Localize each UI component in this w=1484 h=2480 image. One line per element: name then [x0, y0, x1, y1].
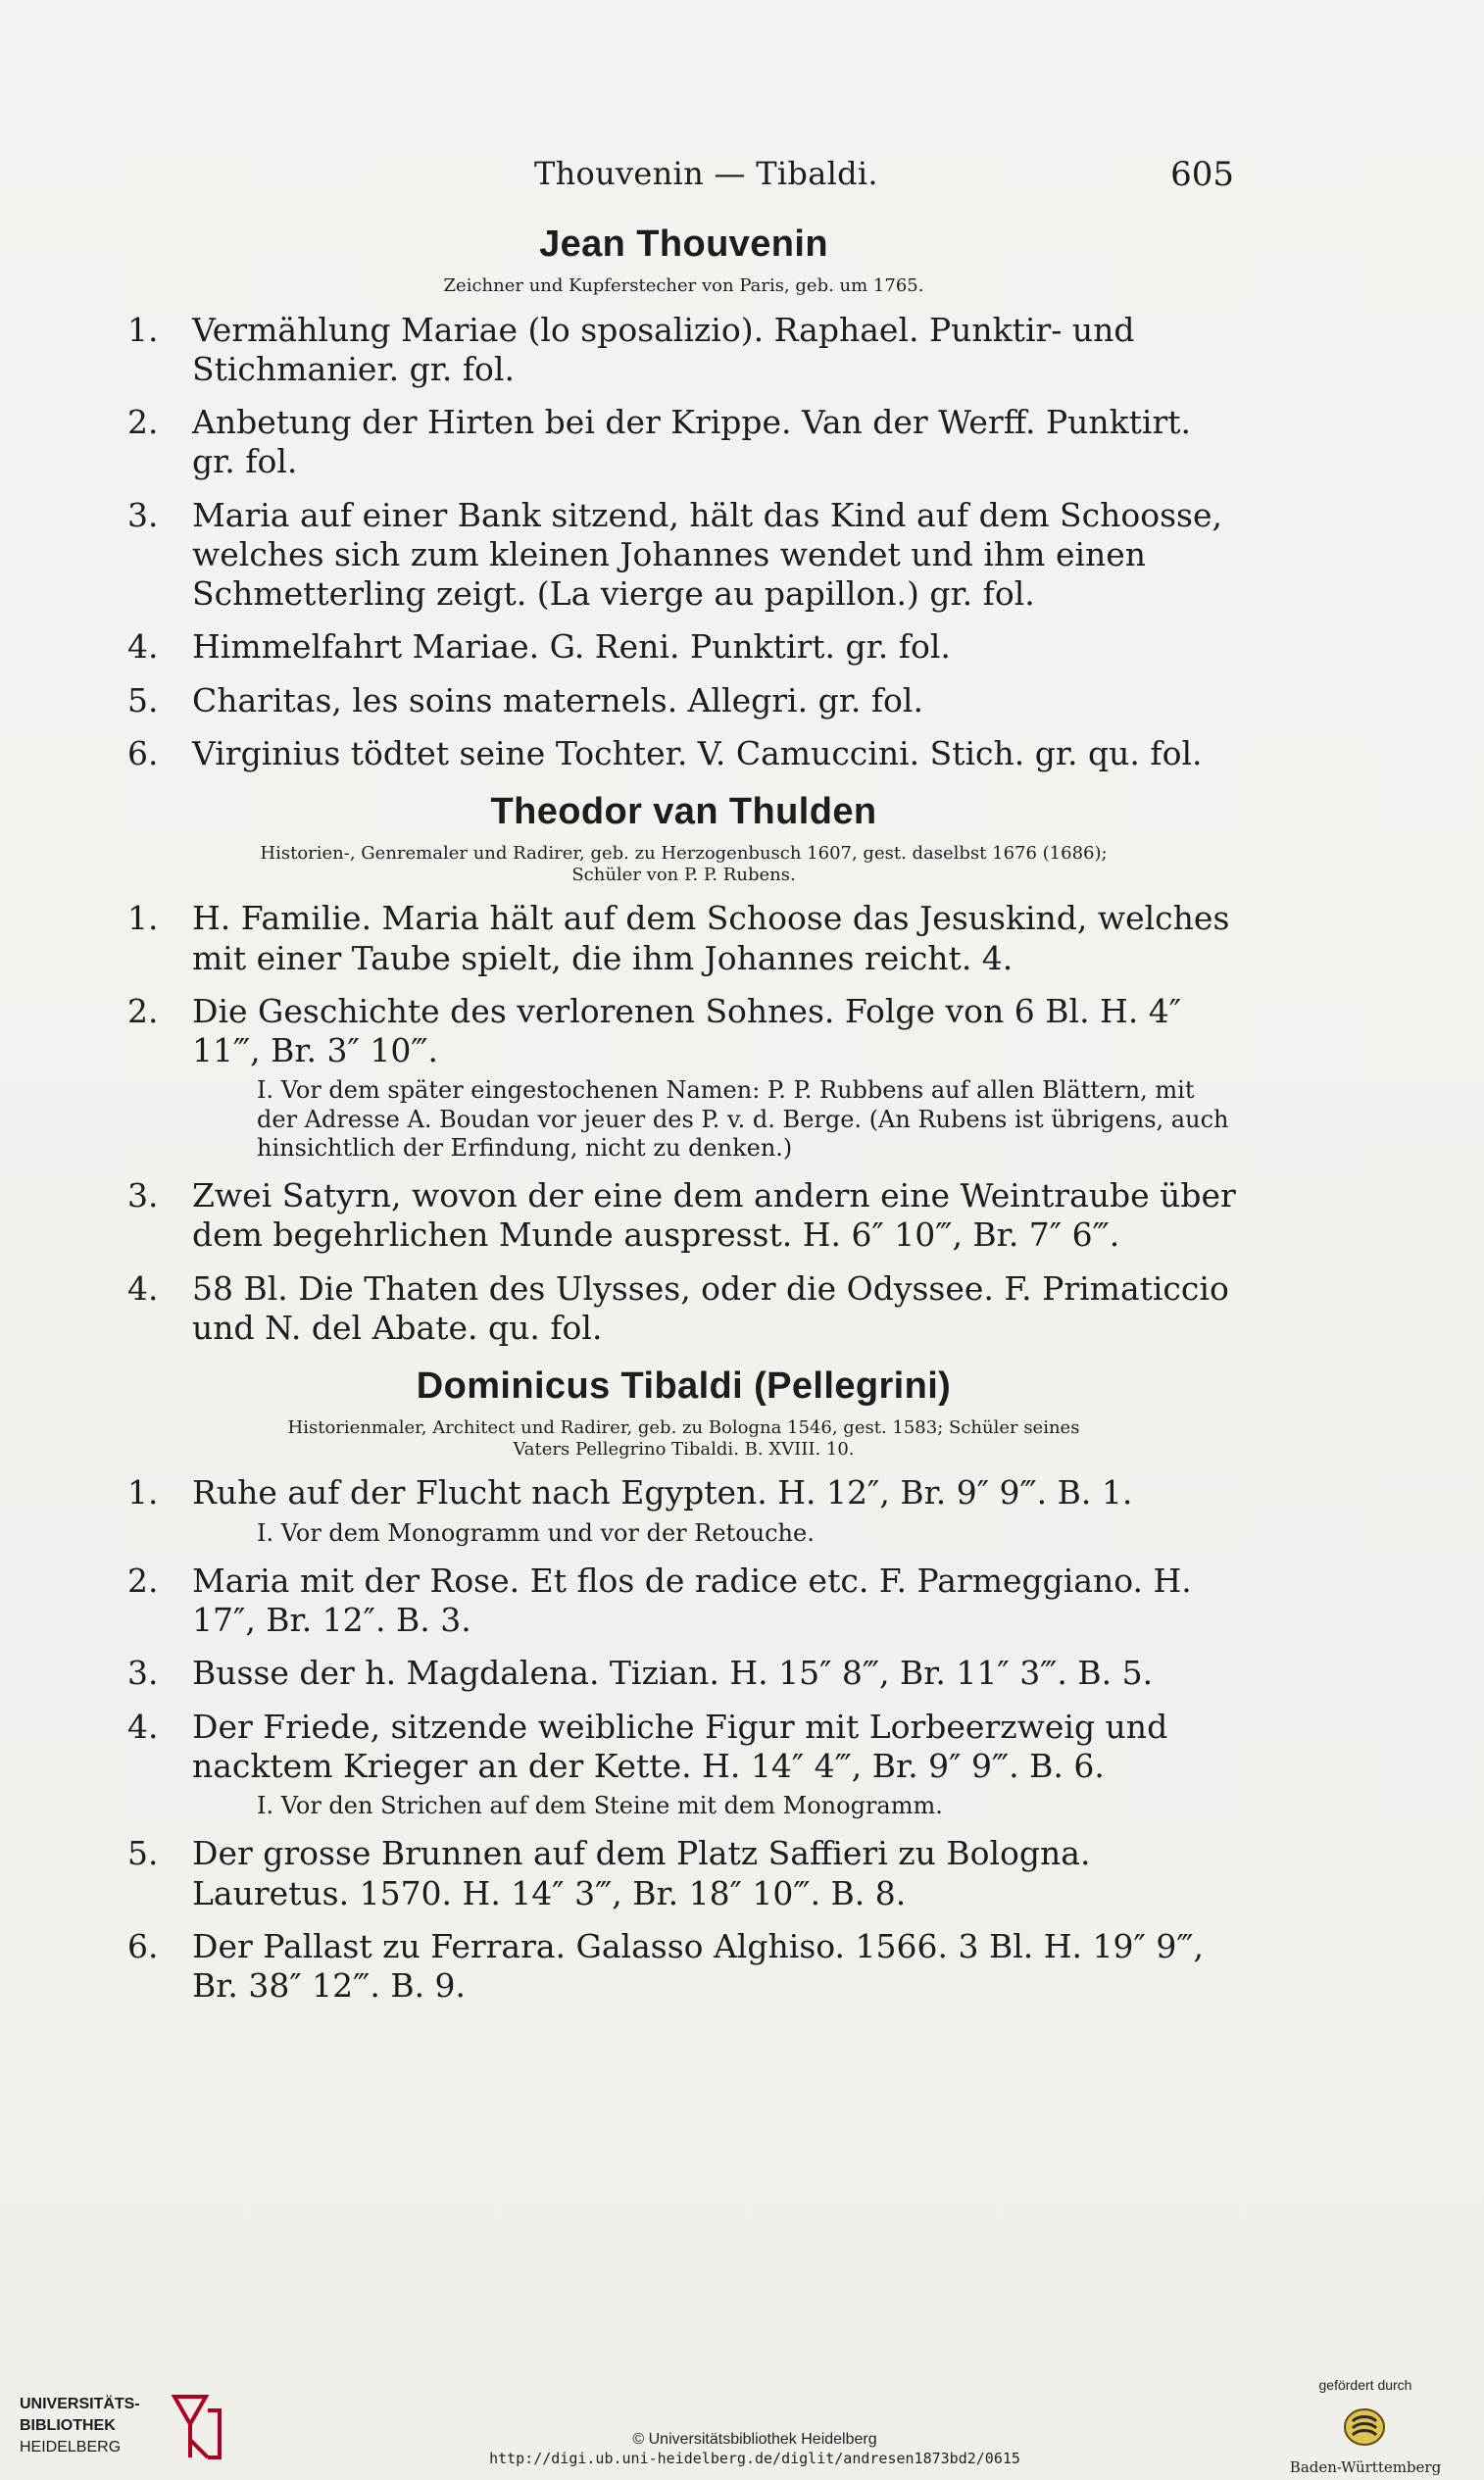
- section-title: Theodor van Thulden: [490, 791, 877, 833]
- section-thulden: [127, 791, 1240, 1348]
- subtitle-line: Historien-, Genremaler und Radirer, geb. zu Herzogenbusch 1607, gest. daselbst 1676 (1686);: [260, 843, 1108, 865]
- footer-center: [451, 2431, 1059, 2466]
- entry-note: [192, 1519, 1240, 1548]
- library-logo-line: HEIDELBERG: [20, 2439, 122, 2455]
- note-text: I. Vor dem Monogramm und vor der Retouche.: [257, 1518, 815, 1547]
- entry-text: Vermählung Mariae (lo sposalizio). Raphael. Punktir- und Stichmanier. gr. fol.: [192, 310, 1135, 388]
- entry-text: Himmelfahrt Mariae. G. Reni. Punktirt. gr. fol.: [192, 627, 951, 667]
- entry-number: 6.: [127, 733, 159, 772]
- entry-text: Die Geschichte des verlorenen Sohnes. Folge von 6 Bl. H. 4″ 11‴, Br. 3″ 10‴.: [192, 991, 1182, 1070]
- entry-text: Busse der h. Magdalena. Tizian. H. 15″ 8‴, Br. 11″ 3‴. B. 5.: [192, 1654, 1154, 1693]
- entry: [127, 1562, 1240, 1641]
- entry-number: 1.: [127, 899, 159, 938]
- library-mark-icon: [167, 2385, 225, 2467]
- entry-number: 5.: [127, 680, 159, 719]
- support-block: [1272, 2378, 1459, 2476]
- subtitle-line: Zeichner und Kupferstecher von Paris, geb. um 1765.: [443, 275, 924, 296]
- source-url[interactable]: http://digi.ub.uni-heidelberg.de/diglit/andresen1873bd2/0615: [489, 2449, 1020, 2467]
- entry: [127, 899, 1240, 978]
- entry-number: 2.: [127, 403, 159, 442]
- entry-number: 3.: [127, 1176, 159, 1215]
- entry-text: Maria mit der Rose. Et flos de radice etc. F. Parmeggiano. H. 17″, Br. 12″. B. 3.: [192, 1561, 1192, 1640]
- entry: [127, 311, 1240, 390]
- subtitle-line: Schüler von P. P. Rubens.: [571, 864, 796, 885]
- entry: [127, 1834, 1240, 1913]
- section-subtitle: [127, 1417, 1240, 1460]
- running-title: Thouvenin — Tibaldi.: [534, 155, 878, 192]
- entry-number: 4.: [127, 1268, 159, 1308]
- subtitle-line: Historienmaler, Architect und Radirer, geb. zu Bologna 1546, gest. 1583; Schüler seines: [287, 1417, 1080, 1439]
- entry-text: Maria auf einer Bank sitzend, hält das Kind auf dem Schoosse, welches sich zum kleinen Johannes wendet und ihm einen Schmetterling zeigt. (La vierge au papillon.) gr. fol.: [192, 495, 1222, 614]
- entry: [127, 1927, 1240, 2007]
- entry-number: 4.: [127, 1707, 159, 1746]
- entry-text: 58 Bl. Die Thaten des Ulysses, oder die Odyssee. F. Primaticcio und N. del Abate. qu. fol.: [192, 1268, 1229, 1347]
- note-text: I. Vor den Strichen auf dem Steine mit dem Monogramm.: [257, 1792, 943, 1820]
- support-label: gefördert durch: [1318, 2377, 1412, 2393]
- section-title: Jean Thouvenin: [539, 223, 828, 265]
- entry: [127, 1708, 1240, 1821]
- entry-text: Virginius tödtet seine Tochter. V. Camuccini. Stich. gr. qu. fol.: [192, 733, 1203, 772]
- section-tibaldi: [127, 1365, 1240, 2006]
- entry: [127, 992, 1240, 1163]
- entry-number: 4.: [127, 627, 159, 667]
- entry-note: [192, 1792, 1240, 1820]
- subtitle-line: Vaters Pellegrino Tibaldi. B. XVIII. 10.: [513, 1438, 855, 1460]
- entry: [127, 403, 1240, 482]
- library-logo: [20, 2385, 225, 2467]
- state-crest-icon: [1339, 2402, 1390, 2453]
- entry-number: 3.: [127, 495, 159, 534]
- entry-number: 2.: [127, 1561, 159, 1600]
- entry-number: 2.: [127, 991, 159, 1030]
- library-logo-line: UNIVERSITÄTS-: [20, 2396, 140, 2412]
- entry-text: Der Pallast zu Ferrara. Galasso Alghiso. 1566. 3 Bl. H. 19″ 9‴, Br. 38″ 12‴. B. 9.: [192, 1926, 1204, 2006]
- entry-text: Zwei Satyrn, wovon der eine dem andern eine Weintraube über dem begehrlichen Munde auspresst. H. 6″ 10‴, Br. 7″ 6‴.: [192, 1176, 1236, 1255]
- entry: [127, 1176, 1240, 1256]
- entry: [127, 496, 1240, 615]
- entry: [127, 1269, 1240, 1349]
- page-number: 605: [1170, 155, 1234, 194]
- note-text: I. Vor dem später eingestochenen Namen: P. P. Rubbens auf allen Blättern, mit der Adresse A. Boudan vor jeuer des P. v. d. Berge. (An Rubens ist übrigens, auch hinsichtlich der Erfindung, nicht zu denken.): [257, 1076, 1229, 1162]
- entry: [127, 627, 1240, 667]
- copyright: © Universitätsbibliothek Heidelberg: [632, 2431, 877, 2448]
- section-title: Dominicus Tibaldi (Pellegrini): [416, 1365, 952, 1408]
- main-content: [127, 223, 1240, 2019]
- entry-number: 6.: [127, 1926, 159, 1965]
- entry-text: Anbetung der Hirten bei der Krippe. Van der Werff. Punktirt. gr. fol.: [192, 403, 1192, 481]
- entry-text: Der Friede, sitzende weibliche Figur mit Lorbeerzweig und nacktem Krieger an der Kette. H. 14″ 4‴, Br. 9″ 9‴. B. 6.: [192, 1707, 1168, 1785]
- entry: [127, 734, 1240, 773]
- library-logo-line: BIBLIOTHEK: [20, 2417, 116, 2434]
- running-head: [0, 147, 1484, 196]
- entry: [127, 1473, 1240, 1548]
- entry-note: [192, 1076, 1240, 1163]
- entry: [127, 681, 1240, 720]
- entry-text: Der grosse Brunnen auf dem Platz Saffieri zu Bologna. Lauretus. 1570. H. 14″ 3‴, Br. 18″ 10‴. B. 8.: [192, 1834, 1091, 1912]
- entry-number: 1.: [127, 310, 159, 349]
- entry: [127, 1654, 1240, 1693]
- section-thouvenin: [127, 223, 1240, 773]
- entry-text: H. Familie. Maria hält auf dem Schoose das Jesuskind, welches mit einer Taube spielt, die ihm Johannes reicht. 4.: [192, 899, 1230, 977]
- entry-text: Charitas, les soins maternels. Allegri. gr. fol.: [192, 680, 923, 719]
- entry-number: 5.: [127, 1834, 159, 1873]
- entry-number: 3.: [127, 1654, 159, 1693]
- entry-number: 1.: [127, 1473, 159, 1513]
- section-subtitle: [127, 843, 1240, 885]
- support-org: Baden-Württemberg: [1289, 2458, 1442, 2476]
- entry-text: Ruhe auf der Flucht nach Egypten. H. 12″, Br. 9″ 9‴. B. 1.: [192, 1473, 1133, 1513]
- footer: [0, 2362, 1484, 2480]
- section-subtitle: [127, 275, 1240, 297]
